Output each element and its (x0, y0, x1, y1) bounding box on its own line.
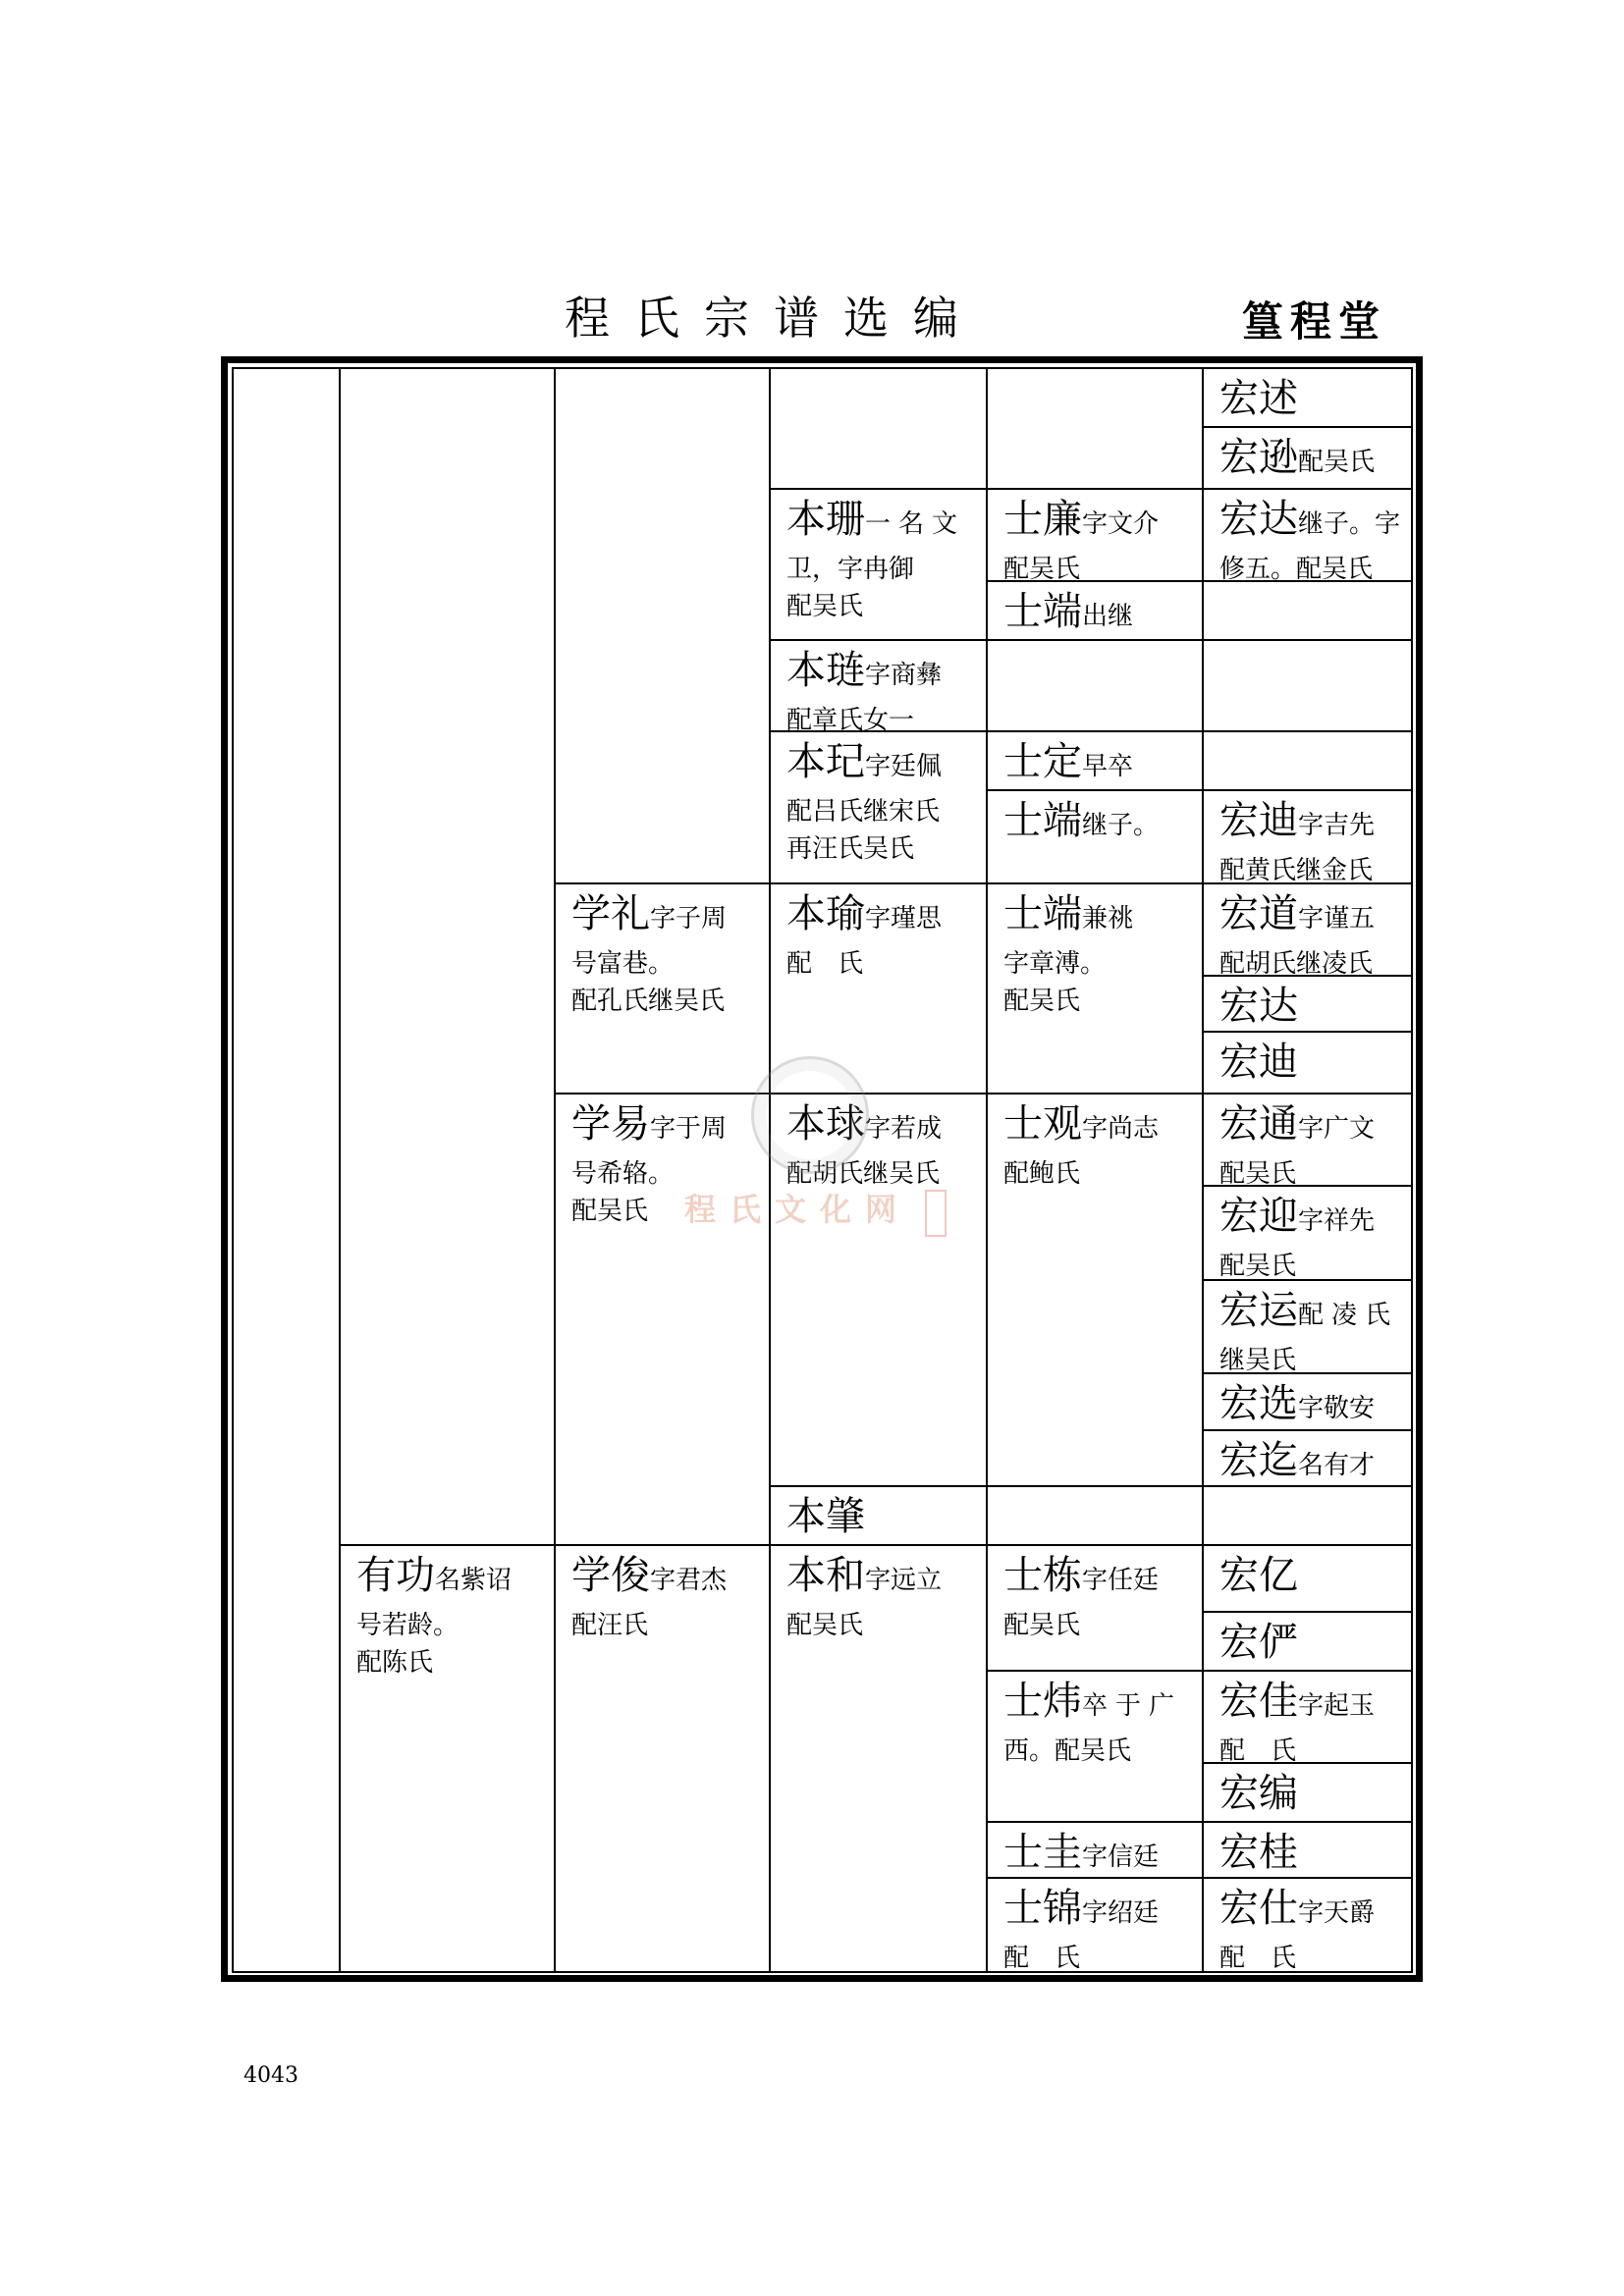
member-cell (556, 884, 771, 1095)
watermark-text: 程氏文化网 (684, 1191, 911, 1228)
member-note: 字廷佩 (865, 752, 943, 781)
member-note: 字远立 (865, 1566, 943, 1595)
member-note: 字天爵 (1298, 1898, 1376, 1928)
member-cell (988, 732, 1204, 791)
member-name: 宏述 (1219, 376, 1298, 421)
member-name: 宏迪 (1219, 798, 1298, 843)
empty-cell (1204, 1487, 1413, 1546)
member-note: 号希辂。 (571, 1159, 675, 1189)
member-note: 修五。配吴氏 (1219, 555, 1374, 582)
member-cell (771, 1487, 988, 1546)
member-name: 宏逊 (1219, 435, 1298, 480)
member-name: 士观 (1003, 1101, 1082, 1147)
member-note: 字商彝 (865, 661, 943, 690)
member-note: 再汪氏吴氏 (786, 834, 915, 864)
member-note: 配 氏 (1219, 1736, 1297, 1764)
member-note: 字广文 (1298, 1114, 1376, 1144)
member-cell (1204, 1187, 1413, 1281)
member-cell (988, 490, 1204, 582)
member-cell (1204, 1764, 1413, 1823)
member-name: 宏运 (1219, 1288, 1298, 1333)
member-name: 宏达 (1219, 497, 1298, 542)
member-cell (1204, 977, 1413, 1033)
member-note: 配吴氏 (571, 1197, 649, 1226)
member-note: 名紫诏 (435, 1566, 513, 1595)
empty-cell (1204, 641, 1413, 732)
member-note: 卫，字冉御 (786, 555, 915, 584)
member-name: 士锦 (1003, 1886, 1082, 1931)
member-name: 本琏 (786, 648, 865, 693)
member-cell (988, 582, 1204, 641)
member-name: 有功 (356, 1553, 435, 1598)
member-note: 字文介 (1082, 509, 1160, 539)
member-name: 本肇 (786, 1494, 865, 1539)
member-note: 配吴氏 (1003, 987, 1081, 1016)
member-name: 本珊 (786, 497, 865, 542)
member-note: 字若成 (865, 1114, 943, 1144)
hall-name: 篁程堂 (1242, 297, 1387, 346)
member-note: 配孔氏继吴氏 (571, 987, 726, 1016)
empty-cell (988, 1487, 1204, 1546)
member-cell (988, 791, 1204, 884)
member-note: 配吴氏 (1003, 555, 1081, 582)
member-name: 学易 (571, 1101, 650, 1147)
member-name: 士栋 (1003, 1553, 1082, 1598)
member-note: 配胡氏继凌氏 (1219, 949, 1374, 977)
member-note: 字任廷 (1082, 1566, 1160, 1595)
member-note: 配章氏女一 (786, 706, 915, 732)
member-note: 西。配吴氏 (1003, 1736, 1132, 1766)
member-cell (1204, 1879, 1413, 1973)
member-note: 配吴氏 (786, 592, 864, 621)
member-cell (771, 1095, 988, 1487)
member-note: 配 氏 (1219, 1944, 1297, 1973)
member-cell (1204, 1374, 1413, 1431)
member-note: 配汪氏 (571, 1611, 649, 1640)
member-cell (988, 1095, 1204, 1487)
member-cell (988, 1546, 1204, 1672)
empty-cell (341, 369, 556, 1546)
member-note: 配吴氏 (1219, 1252, 1297, 1281)
member-note: 字敬安 (1298, 1394, 1376, 1423)
member-cell (1204, 1672, 1413, 1764)
member-cell (341, 1546, 556, 1973)
member-note: 字谨五 (1298, 904, 1376, 934)
member-cell (988, 1823, 1204, 1879)
member-name: 本和 (786, 1553, 865, 1598)
member-name: 宏达 (1219, 984, 1298, 1029)
member-cell (1204, 1613, 1413, 1672)
member-name: 士圭 (1003, 1830, 1082, 1875)
member-note: 配黄氏继金氏 (1219, 856, 1374, 884)
member-note: 继子。 (1082, 811, 1160, 840)
member-note: 出继 (1082, 602, 1134, 631)
member-name: 宏佳 (1219, 1679, 1298, 1724)
member-name: 士端 (1003, 798, 1082, 843)
member-name: 宏迄 (1219, 1438, 1298, 1483)
member-cell (1204, 1095, 1413, 1187)
member-note: 卒于广 (1082, 1691, 1183, 1721)
member-note: 兼祧 (1082, 904, 1134, 934)
member-name: 宏通 (1219, 1101, 1298, 1147)
member-cell (556, 1095, 771, 1546)
member-name: 学俊 (571, 1553, 650, 1598)
empty-cell (1204, 582, 1413, 641)
member-note: 字君杰 (650, 1566, 728, 1595)
member-name: 宏俨 (1219, 1620, 1298, 1665)
member-name: 士定 (1003, 739, 1082, 784)
empty-cell (234, 369, 341, 1973)
member-note: 配吕氏继宋氏 (786, 797, 941, 827)
empty-cell (988, 641, 1204, 732)
genealogy-table (232, 367, 1413, 1973)
member-cell (1204, 1281, 1413, 1374)
member-note: 字起玉 (1298, 1691, 1376, 1721)
member-note: 配陈氏 (356, 1648, 434, 1678)
member-name: 宏迪 (1219, 1040, 1298, 1085)
member-name: 宏选 (1219, 1381, 1298, 1426)
member-note: 配 氏 (786, 949, 864, 979)
member-cell (771, 884, 988, 1095)
member-note: 字章溥。 (1003, 949, 1107, 979)
member-cell (771, 490, 988, 641)
member-name: 本玘 (786, 739, 865, 784)
empty-cell (988, 369, 1204, 490)
member-note: 字绍廷 (1082, 1898, 1160, 1928)
member-note: 配吴氏 (786, 1611, 864, 1640)
member-note: 字子周 (650, 904, 728, 934)
member-note: 配鲍氏 (1003, 1159, 1081, 1189)
member-cell (771, 732, 988, 884)
member-note: 字尚志 (1082, 1114, 1160, 1144)
member-name: 学礼 (571, 891, 650, 936)
member-note: 号若龄。 (356, 1611, 460, 1640)
empty-cell (771, 369, 988, 490)
member-name: 宏桂 (1219, 1830, 1298, 1875)
member-note: 配胡氏继吴氏 (786, 1159, 941, 1189)
member-note: 字信廷 (1082, 1842, 1160, 1872)
member-note: 配 氏 (1003, 1944, 1081, 1973)
member-cell (1204, 884, 1413, 977)
member-cell (1204, 490, 1413, 582)
member-note: 一名文 (865, 509, 966, 539)
member-cell (1204, 428, 1413, 490)
member-name: 宏亿 (1219, 1553, 1298, 1598)
member-cell (988, 1879, 1204, 1973)
member-cell (988, 884, 1204, 1095)
member-note: 配吴氏 (1298, 448, 1376, 477)
member-note: 继吴氏 (1219, 1346, 1297, 1374)
member-note: 号富巷。 (571, 949, 675, 979)
member-cell (1204, 1431, 1413, 1487)
member-name: 士端 (1003, 589, 1082, 634)
member-name: 士廉 (1003, 497, 1082, 542)
member-note: 字瑾思 (865, 904, 943, 934)
member-cell (771, 1546, 988, 1973)
member-name: 宏仕 (1219, 1886, 1298, 1931)
member-name: 士炜 (1003, 1679, 1082, 1724)
member-note: 继子。字 (1298, 509, 1401, 539)
member-cell (1204, 1033, 1413, 1095)
member-note: 字于周 (650, 1114, 728, 1144)
page-number: 4043 (244, 2063, 298, 2088)
member-note: 早卒 (1082, 752, 1134, 781)
member-cell (1204, 791, 1413, 884)
member-cell (556, 1546, 771, 1973)
member-note: 名有才 (1298, 1451, 1376, 1480)
member-note: 配吴氏 (1003, 1611, 1081, 1640)
member-cell (1204, 1546, 1413, 1613)
empty-cell (556, 369, 771, 884)
member-name: 本球 (786, 1101, 865, 1147)
member-cell (988, 1672, 1204, 1823)
member-name: 宏道 (1219, 891, 1298, 936)
member-note: 配凌氏 (1298, 1301, 1399, 1330)
empty-cell (1204, 732, 1413, 791)
member-note: 字吉先 (1298, 811, 1376, 840)
member-note: 配吴氏 (1219, 1159, 1297, 1187)
member-name: 宏编 (1219, 1771, 1298, 1816)
member-name: 宏迎 (1219, 1194, 1298, 1239)
member-cell (771, 641, 988, 732)
member-cell (1204, 369, 1413, 428)
member-name: 士端 (1003, 891, 1082, 936)
member-name: 本瑜 (786, 891, 865, 936)
member-note: 字祥先 (1298, 1206, 1376, 1236)
member-cell (1204, 1823, 1413, 1879)
page-title: 程氏宗谱选编 (565, 292, 983, 345)
